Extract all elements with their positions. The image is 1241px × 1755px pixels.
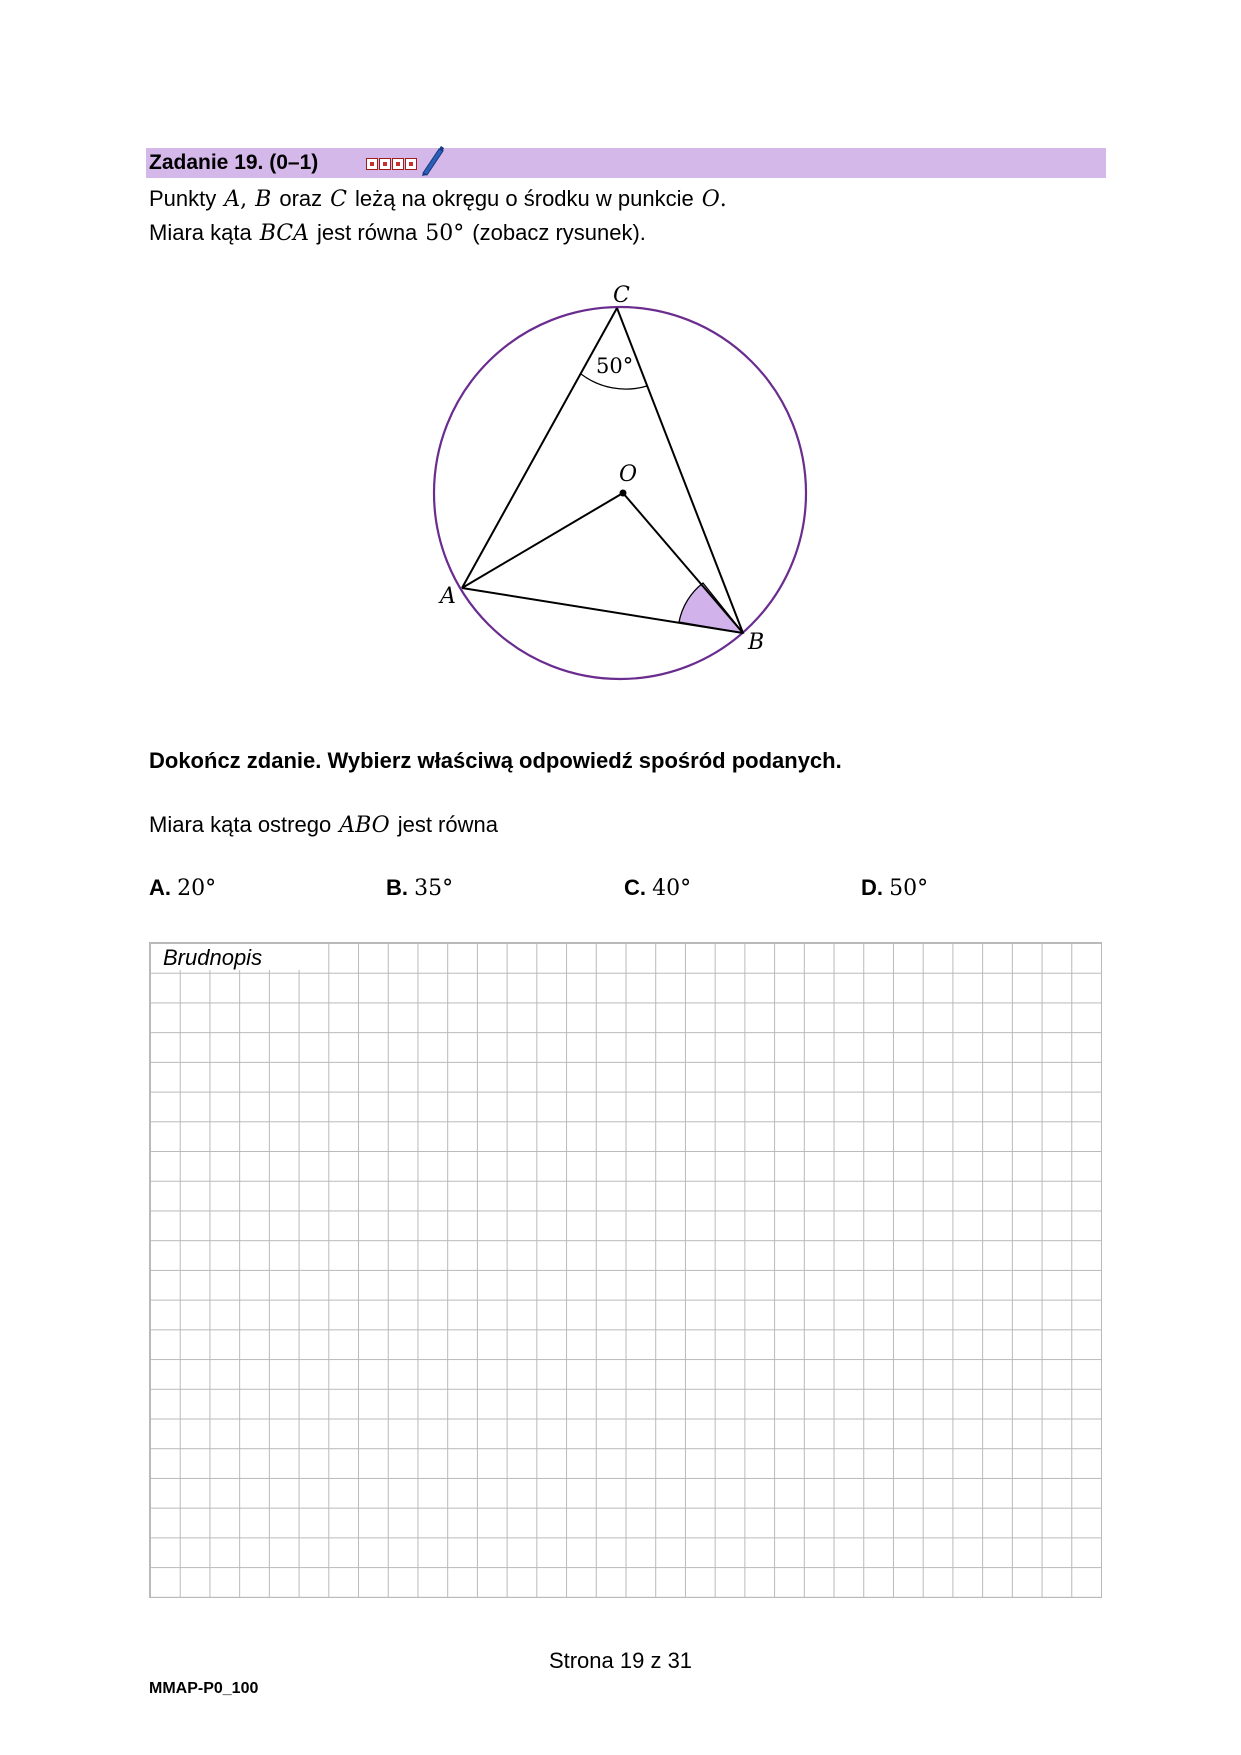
angle-bca-label: BCA — [259, 221, 310, 246]
point-b-label: B — [255, 187, 272, 212]
segment-ao — [462, 493, 623, 588]
segment-ca — [462, 308, 617, 588]
problem-text: leżą na okręgu o środku w punkcie — [354, 186, 694, 211]
option-letter: D. — [861, 875, 883, 900]
checkbox-icon — [379, 158, 391, 170]
angle-value: 50° — [425, 221, 465, 246]
option-letter: B. — [386, 875, 408, 900]
option-value: 35° — [414, 876, 454, 901]
period: . — [719, 187, 727, 212]
option-value: 40° — [652, 876, 692, 901]
label-o: O — [619, 462, 638, 487]
angle-abo-label: ABO — [339, 813, 390, 838]
problem-text: Punkty — [149, 186, 217, 211]
question-text: jest równa — [397, 812, 498, 837]
point-a-label: A — [224, 187, 241, 212]
question-text: Miara kąta ostrego — [149, 812, 332, 837]
draft-grid[interactable] — [149, 942, 1102, 1598]
option-value: 50° — [889, 876, 929, 901]
task-header — [146, 148, 1106, 178]
circle-figure — [420, 270, 820, 690]
question-stem — [149, 812, 498, 838]
point-c-label: C — [330, 187, 347, 212]
option-value: 20° — [177, 876, 217, 901]
option-b[interactable] — [386, 875, 453, 901]
page-number: Strona 19 z 31 — [548, 1648, 693, 1673]
exam-code: MMAP-P0_100 — [149, 1680, 259, 1697]
draft-label: Brudnopis — [151, 944, 307, 970]
option-a[interactable] — [149, 875, 216, 901]
task-title: Zadanie 19. (0–1) — [149, 151, 319, 174]
problem-line-2 — [149, 220, 646, 246]
label-angle: 50° — [596, 354, 634, 378]
task-icons — [366, 152, 445, 176]
checkbox-icon — [405, 158, 417, 170]
label-c: C — [613, 283, 630, 308]
pen-icon — [419, 145, 445, 177]
point-o-label: O — [701, 187, 720, 212]
instruction: Dokończ zdanie. Wybierz właściwą odpowiedź spośród podanych. — [149, 748, 842, 773]
label-b: B — [748, 630, 765, 655]
option-letter: A. — [149, 875, 171, 900]
problem-text: oraz — [279, 186, 323, 211]
center-point — [620, 490, 627, 497]
problem-text: Miara kąta — [149, 220, 252, 245]
comma: , — [240, 187, 248, 212]
option-d[interactable] — [861, 875, 928, 901]
label-a: A — [440, 584, 456, 609]
problem-text: (zobacz rysunek). — [472, 220, 646, 245]
problem-text: jest równa — [317, 220, 418, 245]
option-letter: C. — [624, 875, 646, 900]
checkbox-icon — [366, 158, 378, 170]
checkbox-icon — [392, 158, 404, 170]
option-c[interactable] — [624, 875, 691, 901]
problem-line-1 — [149, 186, 727, 212]
